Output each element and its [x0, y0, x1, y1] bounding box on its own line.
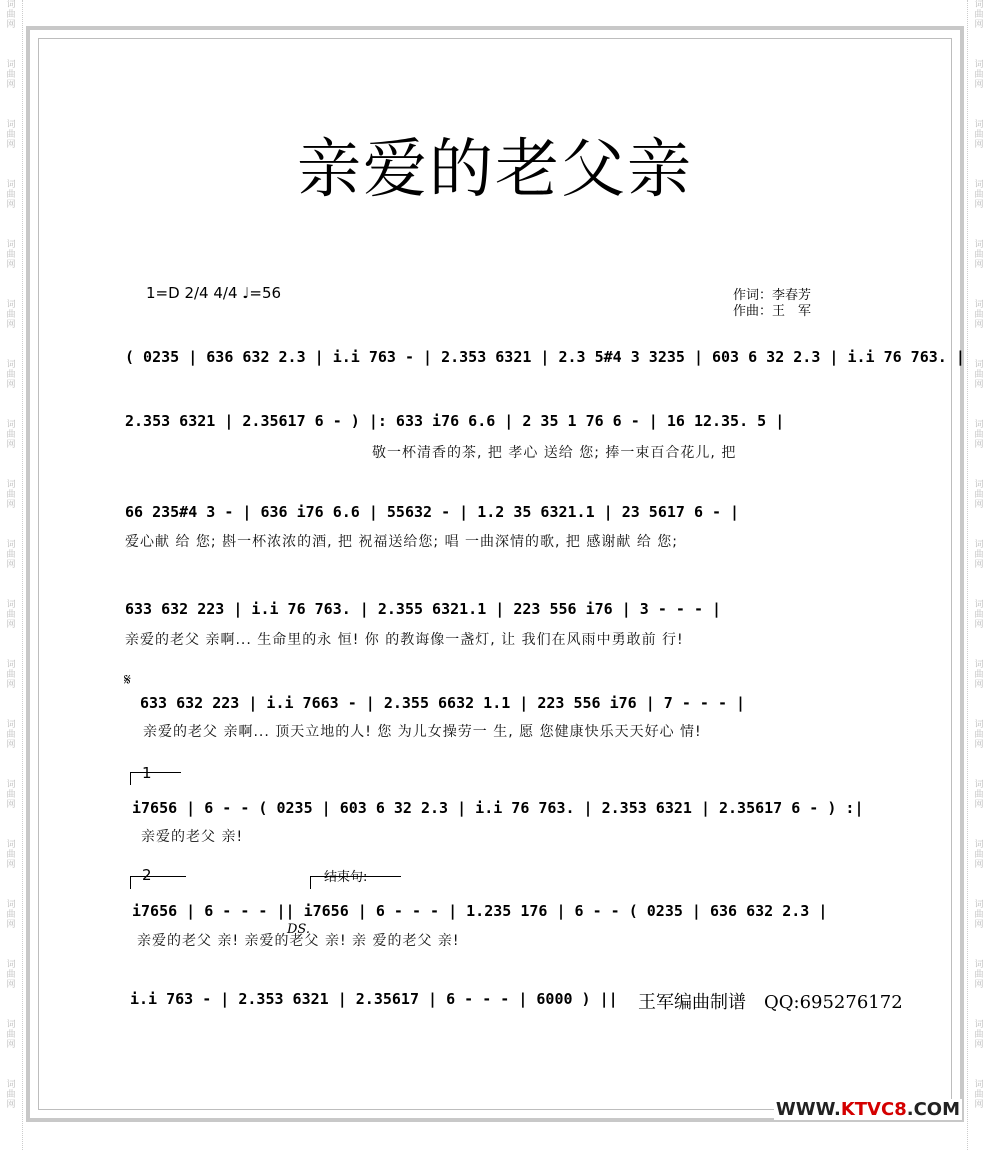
- side-watermark-text: 词 曲 网: [6, 900, 16, 930]
- score-line-5-lyrics: 亲爱的老父 亲啊... 顶天立地的人! 您 为儿女操劳一 生, 愿 您健康快乐天天好心 情!: [143, 724, 702, 740]
- score-line-3-lyrics: 爱心献 给 您; 斟一杯浓浓的酒, 把 祝福送给您; 唱 一曲深情的歌, 把 感谢献 给 您;: [125, 534, 679, 550]
- side-watermark-text: 词 曲 网: [974, 960, 984, 990]
- side-watermark-text: 词 曲 网: [6, 1020, 16, 1050]
- ds-marking: DS.: [287, 922, 310, 937]
- side-watermark-text: 词 曲 网: [974, 180, 984, 210]
- arranger-credit: 王军编曲制谱 QQ:695276172: [638, 992, 903, 1013]
- score-line-4-notes: 633 632 223 | i.i 76 763. | 2.355 6321.1 | 223 556 i76 | 3 - - - |: [125, 600, 722, 618]
- lyricist: 作词：李春芳: [733, 288, 812, 303]
- side-watermark-text: 词 曲 网: [974, 840, 984, 870]
- composer: 作曲：王 军: [733, 304, 812, 319]
- side-watermark-text: 词 曲 网: [974, 720, 984, 750]
- score-line-2-lyrics: 敬一杯清香的茶, 把 孝心 送给 您; 捧一束百合花儿, 把: [372, 445, 737, 461]
- score-line-6-notes: i7656 | 6 - - ( 0235 | 603 6 32 2.3 | i.i 76 763. | 2.353 6321 | 2.35617 6 - ) :|: [132, 799, 864, 817]
- side-watermark-text: 词 曲 网: [974, 420, 984, 450]
- credits: [733, 288, 811, 320]
- segno-sign: 𝄋: [124, 670, 131, 689]
- side-watermark-text: 词 曲 网: [6, 180, 16, 210]
- side-watermark-text: 词 曲 网: [974, 120, 984, 150]
- ending-label: 结束句:: [324, 870, 368, 885]
- side-watermark-text: 词 曲 网: [974, 600, 984, 630]
- side-watermark-text: 词 曲 网: [974, 780, 984, 810]
- side-watermark-text: 词 曲 网: [6, 720, 16, 750]
- side-watermark-text: 词 曲 网: [974, 360, 984, 390]
- side-watermark-text: 词 曲 网: [6, 480, 16, 510]
- side-watermark-text: 词 曲 网: [6, 540, 16, 570]
- side-watermark-text: 词 曲 网: [6, 60, 16, 90]
- side-watermark-text: 词 曲 网: [6, 840, 16, 870]
- volta-1-bracket: [130, 772, 181, 785]
- score-line-1-notes: ( 0235 | 636 632 2.3 | i.i 763 - | 2.353 6321 | 2.3 5#4 3 3235 | 603 6 32 2.3 | i.i 76 763. |: [125, 348, 965, 366]
- side-watermark-text: 词 曲 网: [974, 300, 984, 330]
- side-watermark-text: 词 曲 网: [6, 360, 16, 390]
- score-line-5-notes: 633 632 223 | i.i 7663 - | 2.355 6632 1.1 | 223 556 i76 | 7 - - - |: [140, 694, 746, 712]
- side-watermark-text: 词 曲 网: [974, 1020, 984, 1050]
- volta-1-label: 1: [142, 764, 152, 782]
- side-watermark-text: 词 曲 网: [974, 0, 984, 30]
- side-watermark-text: 词 曲 网: [6, 960, 16, 990]
- side-watermark-text: 词 曲 网: [974, 480, 984, 510]
- side-watermark-text: 词 曲 网: [6, 240, 16, 270]
- side-watermark-text: 词 曲 网: [974, 900, 984, 930]
- score-line-4-lyrics: 亲爱的老父 亲啊... 生命里的永 恒! 你 的教诲像一盏灯, 让 我们在风雨中勇敢前 行!: [125, 632, 684, 648]
- time-signature: 2/4 4/4: [184, 284, 238, 302]
- side-watermark-text: 词 曲 网: [6, 1080, 16, 1110]
- side-watermark-text: 词 曲 网: [6, 600, 16, 630]
- volta-2-bracket: [130, 876, 186, 889]
- volta-2-label: 2: [142, 866, 152, 884]
- side-watermark-text: 词 曲 网: [974, 1080, 984, 1110]
- side-watermark-text: 词 曲 网: [974, 540, 984, 570]
- side-watermark-text: 词 曲 网: [6, 420, 16, 450]
- side-watermark-text: 词 曲 网: [974, 660, 984, 690]
- score-line-7-notes: i7656 | 6 - - - || i7656 | 6 - - - | 1.235 176 | 6 - - ( 0235 | 636 632 2.3 |: [132, 902, 828, 920]
- tempo-marking: ♩=56: [242, 284, 282, 302]
- site-watermark: WWW.KTVC8.COM: [775, 1099, 960, 1120]
- side-watermark-text: 词 曲 网: [6, 780, 16, 810]
- side-watermark-text: 词 曲 网: [6, 300, 16, 330]
- score-line-6-lyrics: 亲爱的老父 亲!: [141, 829, 244, 845]
- key-tempo: [146, 284, 281, 302]
- side-watermark-text: 词 曲 网: [974, 240, 984, 270]
- key-signature: 1=D: [146, 284, 180, 302]
- side-watermark-text: 词 曲 网: [6, 120, 16, 150]
- score-line-3-notes: 66 235#4 3 - | 636 i76 6.6 | 55632 - | 1.2 35 6321.1 | 23 5617 6 - |: [125, 503, 740, 521]
- song-title: 亲爱的老父亲: [297, 133, 693, 207]
- side-watermark-text: 词 曲 网: [974, 60, 984, 90]
- score-line-7-lyrics: 亲爱的老父 亲! 亲爱的老父 亲! 亲 爱的老父 亲!: [137, 933, 460, 949]
- side-watermark-text: 词 曲 网: [6, 0, 16, 30]
- score-line-2-notes: 2.353 6321 | 2.35617 6 - ) |: 633 i76 6.6 | 2 35 1 76 6 - | 16 12.35. 5 |: [125, 412, 785, 430]
- side-watermark-text: 词 曲 网: [6, 660, 16, 690]
- score-line-8-notes: i.i 763 - | 2.353 6321 | 2.35617 | 6 - - - | 6000 ) ||: [130, 990, 618, 1008]
